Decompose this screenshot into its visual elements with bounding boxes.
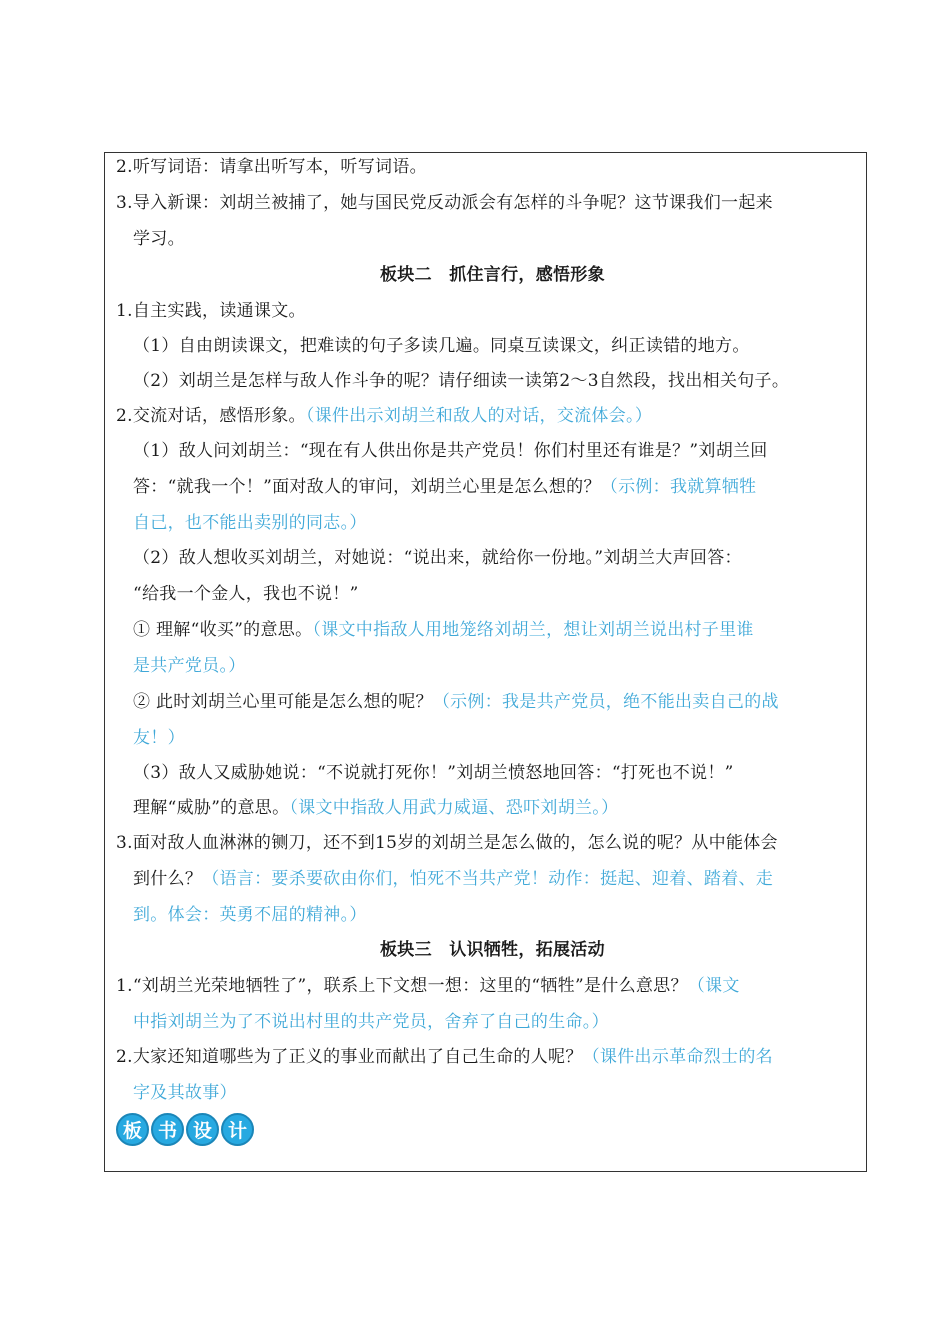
text-line: 到。体会：英勇不屈的精神。）	[133, 905, 367, 925]
badge-char: 设	[186, 1113, 219, 1146]
text-line: （3）敌人又威胁她说：“不说就打死你！”刘胡兰愤怒地回答：“打死也不说！”	[133, 763, 734, 783]
text-line: 到什么？（语言：要杀要砍由你们，怕死不当共产党！动作：挺起、迎着、踏着、走	[133, 869, 774, 889]
text-line: （2）敌人想收买刘胡兰，对她说：“说出来，就给你一份地。”刘胡兰大声回答：	[133, 548, 742, 568]
section-heading-2: 板块二 抓住言行，感悟形象	[380, 265, 605, 285]
badge-char: 书	[151, 1113, 184, 1146]
text-line: （1）自由朗读课文，把难读的句子多读几遍。同桌互读课文，纠正读错的地方。	[133, 336, 750, 356]
text-line: 友！）	[133, 728, 185, 748]
text-line: 中指刘胡兰为了不说出村里的共产党员，舍弃了自己的生命。）	[133, 1012, 609, 1032]
text-line: （1）敌人问刘胡兰：“现在有人供出你是共产党员！你们村里还有谁是？”刘胡兰回	[133, 441, 768, 461]
text-line: 字及其故事）	[133, 1083, 237, 1103]
section-heading-3: 板块三 认识牺牲，拓展活动	[380, 940, 605, 960]
text-line: 2.交流对话，感悟形象。（课件出示刘胡兰和敌人的对话，交流体会。）	[116, 406, 653, 426]
board-design-badge	[116, 1113, 254, 1147]
text-line: 2.听写词语：请拿出听写本，听写词语。	[116, 157, 427, 177]
text-line: ② 此时刘胡兰心里可能是怎么想的呢？（示例：我是共产党员，绝不能出卖自己的战	[133, 692, 779, 712]
text-line: 1.“刘胡兰光荣地牺牲了”，联系上下文想一想：这里的“牺牲”是什么意思？（课文	[116, 976, 740, 996]
text-line: 3.面对敌人血淋淋的铡刀，还不到15岁的刘胡兰是怎么做的，怎么说的呢？从中能体会	[116, 833, 778, 853]
text-line: ① 理解“收买”的意思。（课文中指敌人用地笼络刘胡兰，想让刘胡兰说出村子里谁	[133, 620, 754, 640]
text-line: 2.大家还知道哪些为了正义的事业而献出了自己生命的人呢？（课件出示革命烈士的名	[116, 1047, 773, 1067]
text-line: 学习。	[133, 229, 185, 249]
text-line: 答：“就我一个！”面对敌人的审问，刘胡兰心里是怎么想的？（示例：我就算牺牲	[133, 477, 757, 497]
badge-char: 计	[221, 1113, 254, 1146]
badge-char: 板	[116, 1113, 149, 1146]
text-line: 自己，也不能出卖别的同志。）	[133, 513, 367, 533]
text-line: “给我一个金人，我也不说！”	[133, 584, 359, 604]
text-line: 1.自主实践，读通课文。	[116, 301, 306, 321]
text-line: （2）刘胡兰是怎样与敌人作斗争的呢？请仔细读一读第2～3自然段，找出相关句子。	[133, 371, 790, 391]
text-line: 是共产党员。）	[133, 656, 246, 676]
text-line: 3.导入新课：刘胡兰被捕了，她与国民党反动派会有怎样的斗争呢？这节课我们一起来	[116, 193, 773, 213]
text-line: 理解“威胁”的意思。（课文中指敌人用武力威逼、恐吓刘胡兰。）	[133, 798, 619, 818]
